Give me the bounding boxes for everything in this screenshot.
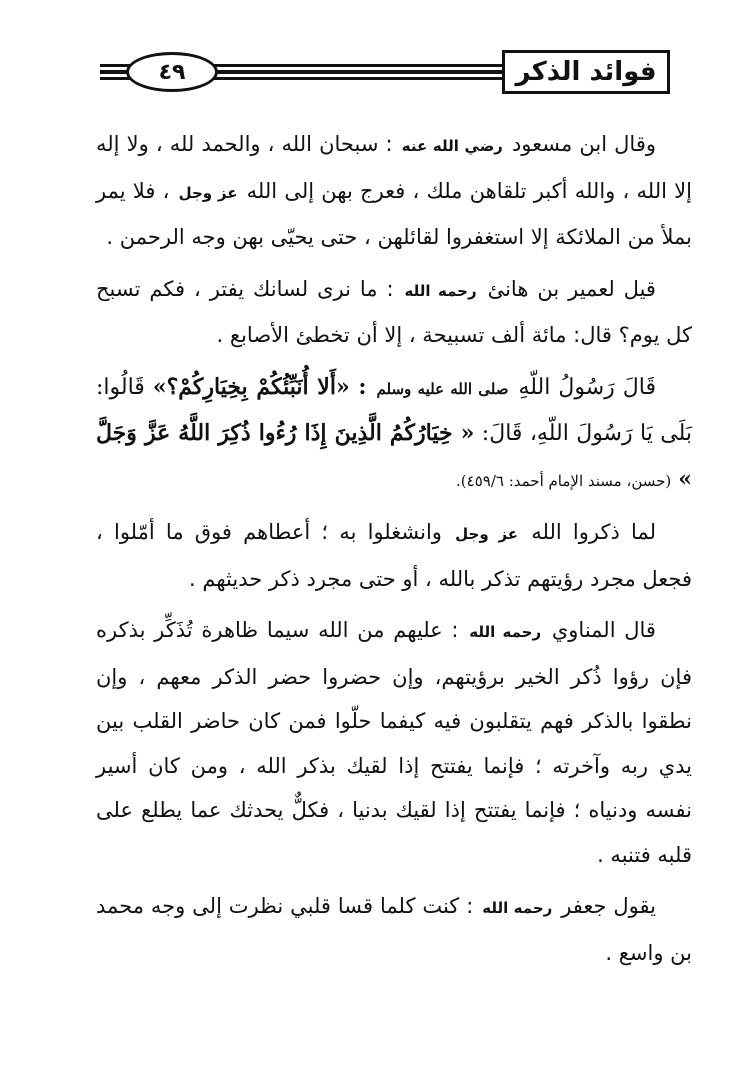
text: يقول جعفر — [561, 894, 656, 918]
paragraph-jafar — [96, 884, 692, 975]
text: : ما نرى لسانك يفتر ، فكم تسبح كل يوم؟ قال: مائة ألف تسبيحة ، إلا أن تخطئ الأصابع . — [96, 276, 692, 347]
page-body — [96, 122, 692, 982]
paragraph-hadith — [96, 365, 692, 504]
text: وقال ابن مسعود — [511, 132, 656, 156]
hadith-quote: « خِيَارُكُمُ الَّذِينَ إِذَا رُءُوا ذُكِرَ اللَّهُ عَزَّ وَجَلَّ » — [96, 420, 692, 492]
text: قَالَ رَسُولُ اللّهِ — [518, 374, 656, 400]
hadith-quote: : «أَلا أُنَبِّئُكُمْ بِخِيَارِكُمْ؟» — [152, 373, 367, 400]
honorific-ligature: رحمه الله — [404, 281, 477, 300]
text: قيل لعمير بن هانئ — [487, 276, 656, 301]
paragraph-munawi — [96, 608, 692, 877]
text: : كنت كلما قسا قلبي نظرت إلى وجه محمد بن واسع . — [96, 894, 692, 965]
text: : عليهم من الله سيما ظاهرة تُذَكِّر بذكره فإن رؤوا ذُكر الخير برؤيتهم، وإن حضروا حضر الذكر معهم ، وإن نطقوا بالذكر فهم يتقلبون فيه كيفما حلّوا فمن كان حاضر القلب بين يدي ربه وآخرته ؛ فإنما يفتتح إذا لقيك بذكر الله ، ومن كان أسير نفسه ودنياه ؛ فإنما يفتتح إذا لقيك بدنيا ، فكلٌّ يحدثك عما يطلع على قلبه فتنبه . — [96, 618, 692, 867]
text: قَالُوا: بَلَى يَا رَسُولَ اللّهِ، قَالَ: — [96, 374, 692, 446]
text: قال المناوي — [551, 618, 656, 642]
text: ، فلا يمر بملأ من الملائكة إلا استغفروا لقائلهن ، حتى يحيّى بهن وجه الرحمن . — [96, 178, 692, 249]
honorific-ligature: عز وجل — [178, 183, 238, 202]
honorific-ligature: رحمه الله — [482, 899, 553, 917]
honorific-ligature: رحمه الله — [469, 623, 542, 641]
honorific-ligature: عز وجل — [455, 525, 519, 543]
paragraph-ibn-masud — [96, 122, 692, 260]
paragraph-remembrance — [96, 510, 692, 601]
text: لما ذكروا الله — [531, 520, 656, 544]
honorific-ligature: رضي الله عنه — [401, 137, 503, 155]
honorific-ligature: صلى الله عليه وسلم — [376, 379, 509, 398]
hadith-reference: (حسن، مسند الإمام أحمد: ٤٥٩/٦). — [456, 471, 672, 490]
page-header — [100, 46, 670, 102]
book-title: فوائد الذكر — [502, 50, 670, 94]
text: وانشغلوا به ؛ أعطاهم فوق ما أمّلوا ، فجعل مجرد رؤيتهم تذكر بالله ، أو حتى مجرد ذكر حديثهم . — [96, 520, 692, 591]
page-number: ٤٩ — [126, 52, 218, 92]
text: : سبحان الله ، والحمد لله ، ولا إله إلا الله ، والله أكبر تلقاهن ملك ، فعرج بهن إلى الله — [96, 132, 692, 203]
paragraph-umair — [96, 267, 692, 358]
